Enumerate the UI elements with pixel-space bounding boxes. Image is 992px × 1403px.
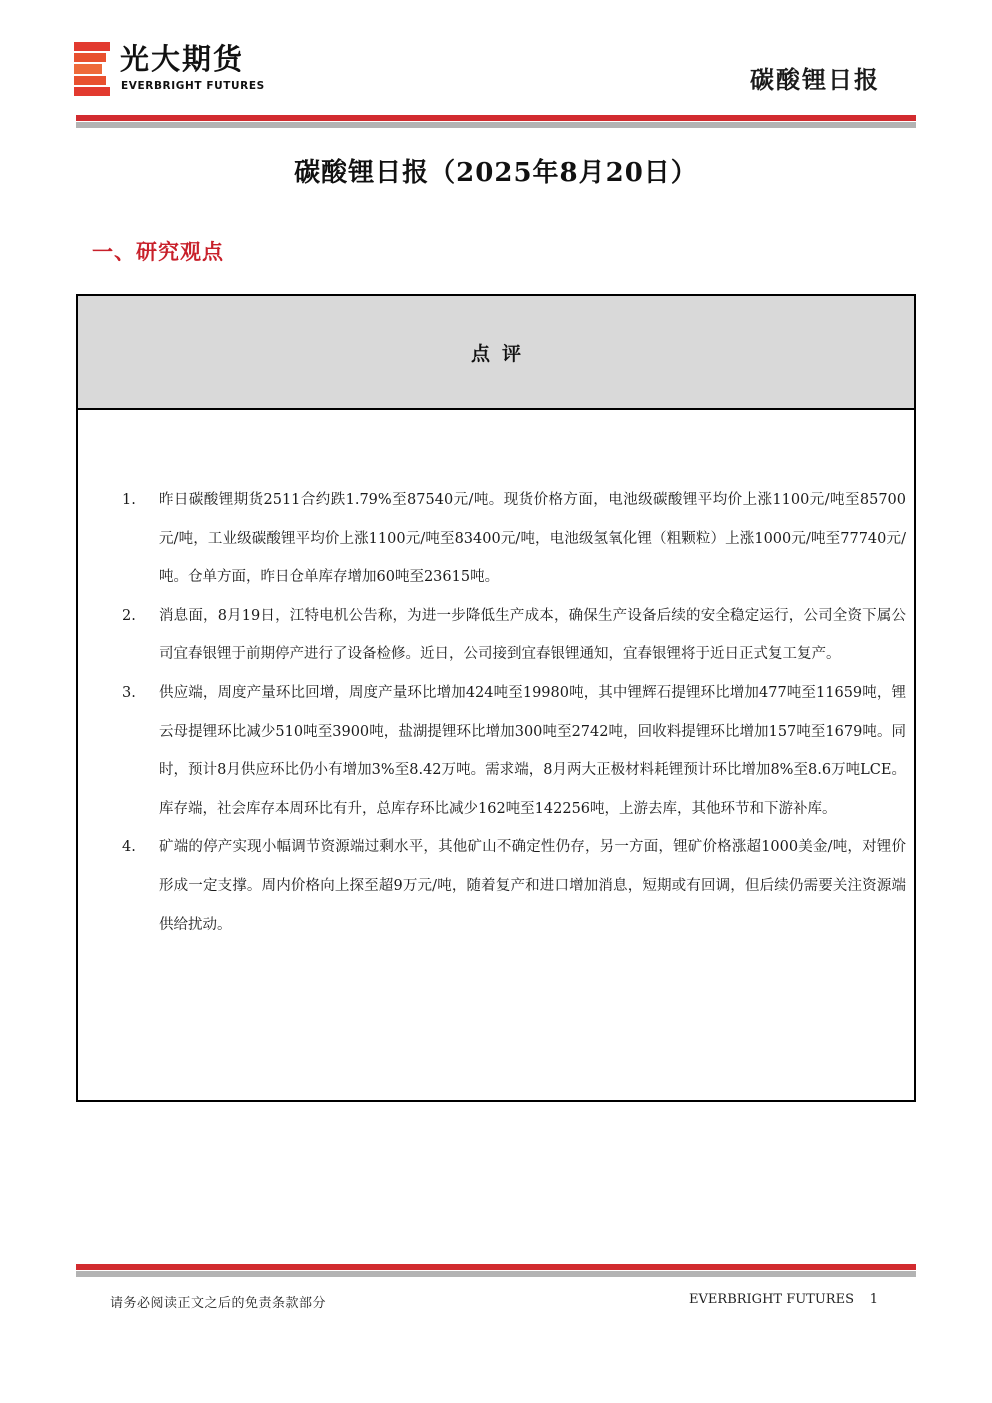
commentary-box bbox=[76, 294, 916, 1102]
page-number: 1 bbox=[869, 1292, 878, 1307]
logo-chinese-name: 光大期货 bbox=[120, 42, 245, 76]
document-title: 碳酸锂日报（2025年8月20日） bbox=[294, 158, 698, 188]
list-item bbox=[78, 481, 914, 597]
footer-brand: EVERBRIGHT FUTURES bbox=[689, 1292, 854, 1307]
header-gray-rule bbox=[76, 122, 916, 128]
list-item-text: 消息面，8月19日，江特电机公告称，为进一步降低生产成本，确保生产设备后续的安全稳定运行，公司全资下属公司宜春银锂于前期停产进行了设备检修。近日，公司接到宜春银锂通知，宜春银锂将于近日正式复工复产。 bbox=[159, 607, 906, 663]
header-red-rule bbox=[76, 115, 916, 121]
list-item bbox=[78, 828, 914, 944]
list-item-number: 3. bbox=[122, 684, 136, 701]
report-name: 碳酸锂日报 bbox=[750, 66, 880, 94]
logo-english-name: EVERBRIGHT FUTURES bbox=[121, 80, 265, 92]
commentary-header bbox=[78, 296, 914, 410]
footer-gray-rule bbox=[76, 1271, 916, 1277]
list-item-number: 2. bbox=[122, 607, 136, 624]
commentary-header-title: 点评 bbox=[470, 342, 533, 365]
commentary-list bbox=[78, 481, 914, 944]
footer-disclaimer: 请务必阅读正文之后的免责条款部分 bbox=[110, 1296, 327, 1311]
everbright-logo-icon bbox=[74, 42, 110, 98]
section-heading: 一、研究观点 bbox=[92, 240, 224, 264]
list-item-text: 昨日碳酸锂期货2511合约跌1.79%至87540元/吨。现货价格方面，电池级碳酸锂平均价上涨1100元/吨至85700元/吨，工业级碳酸锂平均价上涨1100元/吨至83400元/吨，电池级氢氧化锂（粗颗粒）上涨1000元/吨至77740元/吨。仓单方面，昨日仓单库存增加60吨至23615吨。 bbox=[159, 492, 906, 586]
list-item bbox=[78, 674, 914, 828]
list-item-number: 4. bbox=[122, 839, 136, 856]
footer-red-rule bbox=[76, 1264, 916, 1270]
list-item-number: 1. bbox=[122, 492, 136, 508]
list-item-text: 供应端，周度产量环比回增，周度产量环比增加424吨至19980吨，其中锂辉石提锂环比增加477吨至11659吨，锂云母提锂环比减少510吨至3900吨，盐湖提锂环比增加300吨至2742吨，回收料提锂环比增加157吨至1679吨。同时，预计8月供应环比仍小有增加3%至8.42万吨。需求端，8月两大正极材料耗锂预计环比增加8%至8.6万吨LCE。库存端，社会库存本周环比有升，总库存环比减少162吨至142256吨，上游去库，其他环节和下游补库。 bbox=[159, 684, 906, 817]
list-item-text: 矿端的停产实现小幅调节资源端过剩水平，其他矿山不确定性仍存，另一方面，锂矿价格涨超1000美金/吨，对锂价形成一定支撑。周内价格向上探至超9万元/吨，随着复产和进口增加消息，短期或有回调，但后续仍需要关注资源端供给扰动。 bbox=[159, 839, 906, 933]
list-item bbox=[78, 597, 914, 674]
company-logo bbox=[74, 40, 314, 100]
